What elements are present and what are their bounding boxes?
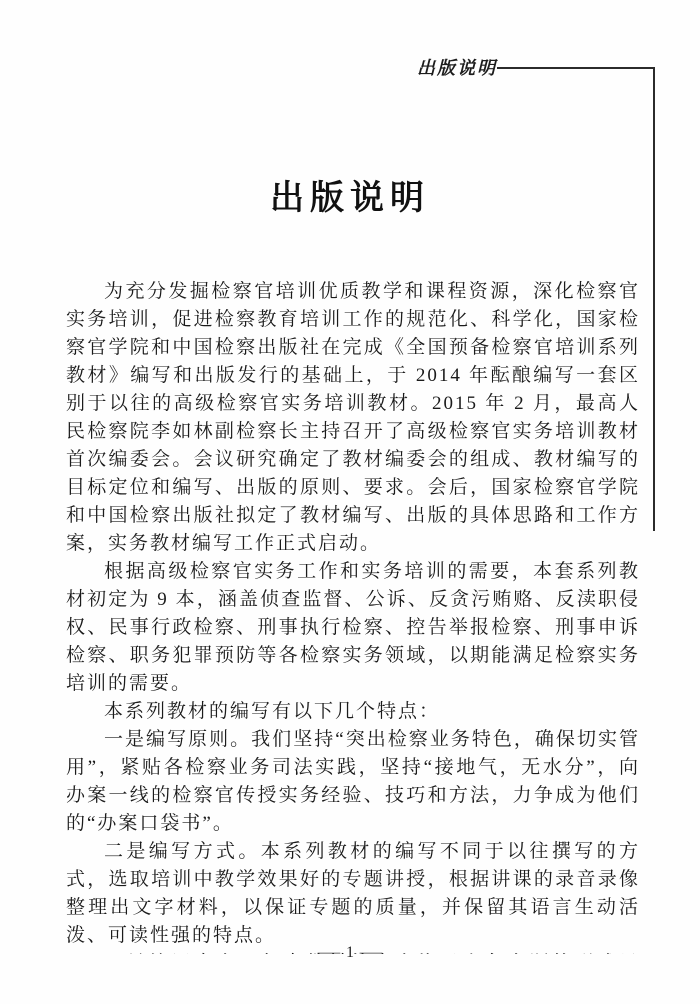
page-title: 出版说明 [270, 180, 430, 217]
paragraph-2: 根据高级检察官实务工作和实务培训的需要，本套系列教材初定为 9 本，涵盖侦查监督、公诉、反贪污贿赂、反渎职侵权、民事行政检察、刑事执行检察、控告举报检察、刑事申诉检察、职务犯罪预防等各检察实务领域，以期能满足检察实务培训的需要。 [66, 561, 640, 694]
page-number-dash-right: — [359, 944, 383, 961]
page-number [0, 944, 700, 962]
body-text [66, 278, 640, 954]
page-number-value: 1 [346, 944, 354, 961]
running-head: 出版说明 [417, 58, 497, 78]
page-number-dash-left: — [317, 944, 341, 961]
paragraph-1: 为充分发掘检察官培训优质教学和课程资源，深化检察官实务培训，促进检察教育培训工作的规范化、科学化，国家检察官学院和中国检察出版社在完成《全国预备检察官培训系列教材》编写和出版发行的基础上，于 2014 年酝酿编写一套区别于以往的高级检察官实务培训教材。2015 年 2 月，最高人民检察院李如林副检察长主持召开了高级检察官实务培训教材首次编委会。会议研究确定了教材编委会的组成、教材编写的目标定位和编写、出版的原则、要求。会后，国家检察官学院和中国检察出版社拟定了教材编写、出版的具体思路和工作方案，实务教材编写工作正式启动。 [66, 281, 640, 554]
paragraph-5: 二是编写方式。本系列教材的编写不同于以往撰写的方式，选取培训中教学效果好的专题讲授，根据讲课的录音录像整理出文字材料，以保证专题的质量，并保留其语言生动活泼、可读性强的特点。 [66, 841, 640, 946]
paragraph-3: 本系列教材的编写有以下几个特点： [104, 701, 441, 722]
paragraph-4: 一是编写原则。我们坚持“突出检察业务特色，确保切实管用”，紧贴各检察业务司法实践，坚持“接地气，无水分”，向办案一线的检察官传授实务经验、技巧和方法，力争成为他们的“办案口袋书”。 [66, 729, 640, 834]
